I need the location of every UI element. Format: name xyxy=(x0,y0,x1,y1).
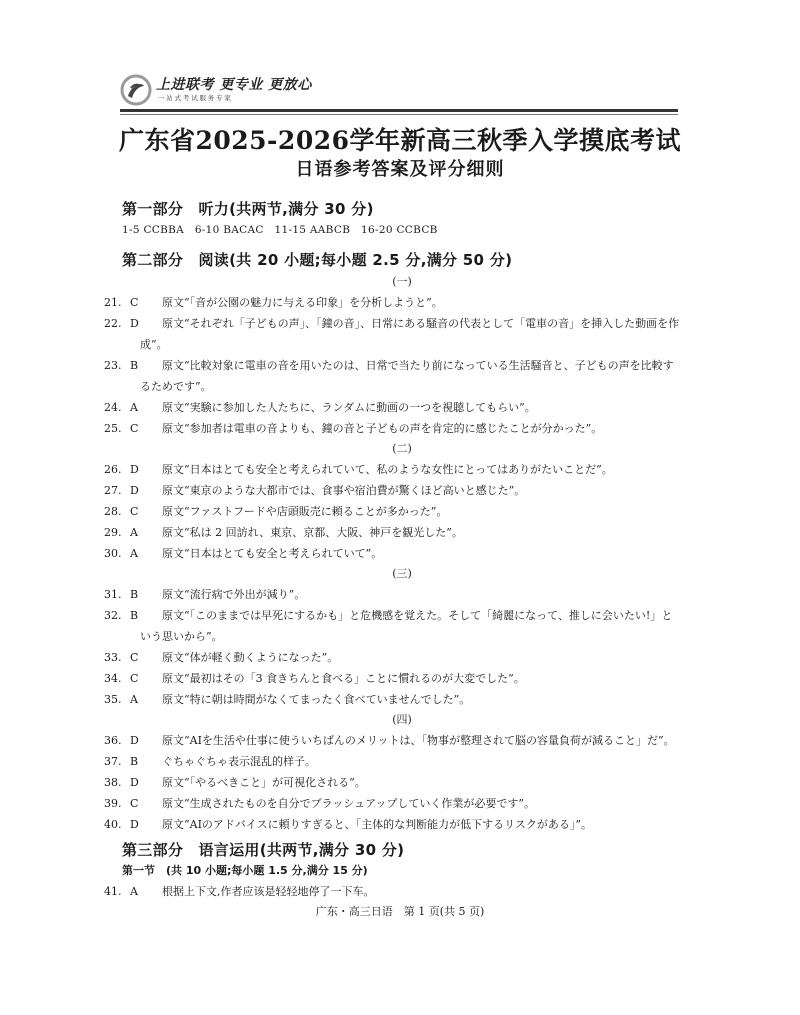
question-number: 34. xyxy=(104,672,122,685)
answer-letter: B xyxy=(130,588,139,601)
question-number: 37. xyxy=(104,755,122,768)
answer-letter: A xyxy=(130,401,138,414)
question-number: 26. xyxy=(104,463,122,476)
answer-letter: D xyxy=(130,463,139,476)
answer-letter: C xyxy=(130,651,139,664)
passage-group-label: (一) xyxy=(392,275,412,288)
answer-item xyxy=(104,480,682,501)
question-number: 27. xyxy=(104,484,122,497)
answer-letter: C xyxy=(130,422,139,435)
header-rule-thin xyxy=(120,114,678,115)
question-number: 31. xyxy=(104,588,122,601)
answer-item xyxy=(104,730,682,751)
answer-explanation: 原文“「音が公園の魅力に与える印象」を分析しようと”。 xyxy=(162,296,443,309)
answer-letter: D xyxy=(130,818,139,831)
answer-item xyxy=(104,647,682,668)
part1-heading: 第一部分 听力(共两节,满分 30 分) xyxy=(122,200,374,218)
answer-explanation: 根据上下文,作者应该是轻轻地停了一下车。 xyxy=(162,885,375,898)
answer-letter: A xyxy=(130,547,138,560)
answer-letter: C xyxy=(130,672,139,685)
question-number: 30. xyxy=(104,547,122,560)
answer-explanation: 原文“流行病で外出が減り”。 xyxy=(162,588,306,601)
question-number: 23. xyxy=(104,359,122,372)
answer-explanation: 原文“体が軽く動くようになった”。 xyxy=(162,651,339,664)
question-number: 24. xyxy=(104,401,122,414)
question-number: 21. xyxy=(104,296,122,309)
answer-explanation: 原文“私は 2 回訪れ、東京、京都、大阪、神戸を観光した”。 xyxy=(162,526,463,539)
answer-item xyxy=(104,793,682,814)
answer-explanation: 原文“それぞれ「子どもの声」、「鐘の音」、日常にある騒音の代表として「電車の音」を挿入した動画を作成”。 xyxy=(140,317,680,351)
answer-explanation: 原文“ファストフードや店頭販売に頼ることが多かった”。 xyxy=(162,505,448,518)
answer-item xyxy=(104,292,682,313)
answer-item xyxy=(104,501,682,522)
logo-swirl-icon xyxy=(120,74,152,106)
answer-letter: C xyxy=(130,296,139,309)
answer-letter: D xyxy=(130,776,139,789)
answer-letter: D xyxy=(130,484,139,497)
question-number: 33. xyxy=(104,651,122,664)
passage-group-label: (三) xyxy=(392,567,412,580)
answer-explanation: 原文“最初はその「3 食きちんと食べる」ことに慣れるのが大変でした”。 xyxy=(162,672,525,685)
answer-item xyxy=(104,772,682,793)
page-title: 广东省2025-2026学年新高三秋季入学摸底考试 xyxy=(118,126,682,155)
part2-groups xyxy=(104,272,682,835)
answer-letter: A xyxy=(130,526,138,539)
answer-letter: A xyxy=(130,885,138,898)
answer-explanation: 原文“比較対象に電車の音を用いたのは、日常で当たり前になっている生活騒音と、子どもの声を比較するためです”。 xyxy=(140,359,674,393)
answer-item xyxy=(104,605,682,647)
answer-item xyxy=(104,751,682,772)
answer-item xyxy=(104,584,682,605)
part1-answer-key: 1-5 CCBBA 6-10 BACAC 11-15 AABCB 16-20 CCBCB xyxy=(122,224,438,236)
answer-letter: B xyxy=(130,755,139,768)
brand-logo xyxy=(120,74,312,106)
page-footer: 广东・高三日语 第 1 页(共 5 页) xyxy=(315,905,485,918)
question-number: 25. xyxy=(104,422,122,435)
answer-explanation: 原文“実験に参加した人たちに、ランダムに動画の一つを視聴してもらい”。 xyxy=(162,401,536,414)
answer-item xyxy=(104,418,682,439)
answer-item xyxy=(104,313,682,355)
answer-item xyxy=(104,522,682,543)
answer-item xyxy=(104,814,682,835)
answer-item xyxy=(104,881,682,902)
answer-explanation: 原文“参加者は電車の音よりも、鐘の音と子どもの声を肯定的に感じたことが分かった”。 xyxy=(162,422,603,435)
answer-letter: D xyxy=(130,734,139,747)
passage-group-label: (二) xyxy=(392,442,412,455)
question-number: 41. xyxy=(104,885,122,898)
question-number: 35. xyxy=(104,693,122,706)
question-number: 29. xyxy=(104,526,122,539)
answer-letter: B xyxy=(130,359,139,372)
answer-key xyxy=(104,190,682,902)
part2-heading: 第二部分 阅读(共 20 小题;每小题 2.5 分,满分 50 分) xyxy=(122,251,513,269)
page-subtitle: 日语参考答案及评分细则 xyxy=(295,159,505,180)
question-number: 22. xyxy=(104,317,122,330)
answer-letter: C xyxy=(130,797,139,810)
question-number: 39. xyxy=(104,797,122,810)
answer-explanation: 原文“「このままでは早死にするかも」と危機感を覚えた。そして「綺麗になって、推しに会いたい!」という思いから”。 xyxy=(140,609,673,643)
answer-item xyxy=(104,459,682,480)
answer-explanation: 原文“AIを生活や仕事に使ういちばんのメリットは、「物事が整理されて脳の容量負荷が減ること」だ”。 xyxy=(162,734,675,747)
question-number: 28. xyxy=(104,505,122,518)
answer-item xyxy=(104,355,682,397)
answer-letter: A xyxy=(130,693,138,706)
answer-explanation: 原文“生成されたものを自分でブラッシュアップしていく作業が必要です”。 xyxy=(162,797,536,810)
part3-items xyxy=(104,881,682,902)
answer-item xyxy=(104,543,682,564)
part3-section1-heading: 第一节 (共 10 小题;每小题 1.5 分,满分 15 分) xyxy=(122,864,368,877)
answer-letter: C xyxy=(130,505,139,518)
answer-explanation: 原文“AIのアドバイスに頼りすぎると、「主体的な判断能力が低下するリスクがある」”。 xyxy=(162,818,592,831)
logo-tagline: 一站式考试服务专家 xyxy=(158,94,233,102)
answer-explanation: 原文“特に朝は時間がなくてまったく食べていませんでした”。 xyxy=(162,693,471,706)
answer-letter: D xyxy=(130,317,139,330)
part3-heading: 第三部分 语言运用(共两节,满分 30 分) xyxy=(122,841,405,859)
answer-explanation: 原文“「やるべきこと」が可視化される”。 xyxy=(162,776,366,789)
header-rule xyxy=(120,109,678,112)
logo-slogan: 上进联考 更专业 更放心 xyxy=(156,77,312,93)
question-number: 40. xyxy=(104,818,122,831)
passage-group-label: (四) xyxy=(392,713,412,726)
answer-explanation: 原文“日本はとても安全と考えられていて、私のような女性にとってはありがたいことだ”。 xyxy=(162,463,613,476)
question-number: 32. xyxy=(104,609,122,622)
answer-letter: B xyxy=(130,609,139,622)
answer-item xyxy=(104,397,682,418)
answer-explanation: ぐちゃぐちゃ表示混乱的样子。 xyxy=(162,755,316,768)
question-number: 38. xyxy=(104,776,122,789)
answer-item xyxy=(104,668,682,689)
answer-item xyxy=(104,689,682,710)
answer-explanation: 原文“日本はとても安全と考えられていて”。 xyxy=(162,547,383,560)
question-number: 36. xyxy=(104,734,122,747)
answer-explanation: 原文“東京のような大都市では、食事や宿泊費が驚くほど高いと感じた”。 xyxy=(162,484,526,497)
